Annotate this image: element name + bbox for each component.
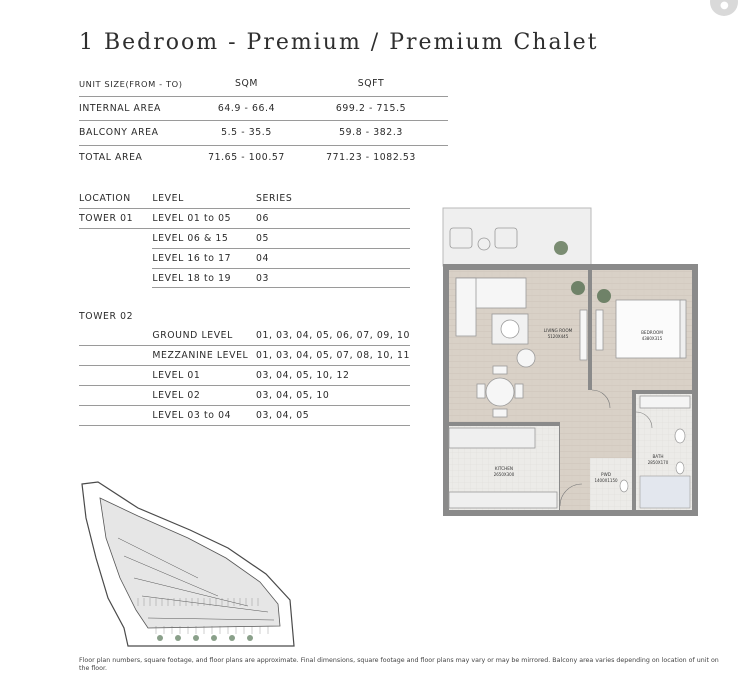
wardrobe	[640, 396, 690, 408]
level-value: MEZZANINE LEVEL	[152, 346, 256, 366]
level-value: LEVEL 06 & 15	[152, 228, 256, 248]
level-value: LEVEL 03 to 04	[152, 405, 256, 425]
bedroom-dims: 4380X315	[641, 336, 663, 341]
page-title: 1 Bedroom - Premium / Premium Chalet	[79, 30, 599, 55]
table-row	[79, 366, 410, 386]
level-value: LEVEL 18 to 19	[152, 268, 256, 288]
sqm-value: 64.9 - 66.4	[199, 96, 294, 121]
table-row	[79, 121, 448, 146]
level-value: LEVEL 01	[152, 366, 256, 386]
table-row	[79, 248, 410, 268]
level-value: LEVEL 16 to 17	[152, 248, 256, 268]
coffee-table-top	[501, 320, 519, 338]
bedroom-tv-unit	[596, 310, 603, 350]
level-value: LEVEL 02	[152, 386, 256, 406]
table-row	[79, 346, 410, 366]
table-row	[79, 386, 410, 406]
unit-area-table	[79, 72, 448, 169]
powder-room-label: PWD	[601, 472, 611, 477]
powder-room-dims: 1400X1150	[594, 478, 618, 483]
row-label: BALCONY AREA	[79, 121, 199, 146]
table-header-row	[79, 72, 448, 96]
armchair	[517, 349, 535, 367]
location-table	[79, 189, 410, 426]
col-header-unit-size: UNIT SIZE(FROM - TO)	[79, 72, 199, 96]
series-value: 03, 04, 05, 10, 12	[256, 366, 410, 386]
bed	[616, 300, 682, 358]
series-value: 03, 04, 05, 10	[256, 386, 410, 406]
sqft-value: 59.8 - 382.3	[294, 121, 448, 146]
toilet-icon	[676, 462, 684, 474]
table-row	[79, 307, 410, 326]
tv-unit	[580, 310, 587, 360]
col-header-sqft: SQFT	[294, 72, 448, 96]
tower-name: TOWER 01	[79, 208, 152, 228]
kitchen-counter-lower	[449, 492, 557, 508]
living-plant-icon	[571, 281, 585, 295]
basin-icon	[675, 429, 685, 443]
table-row	[79, 268, 410, 288]
col-header-series: SERIES	[256, 189, 410, 208]
kitchen-label: KITCHEN	[494, 466, 514, 471]
table-row	[79, 208, 410, 228]
table-header-row	[79, 189, 410, 208]
series-value: 03, 04, 05	[256, 405, 410, 425]
series-value: 04	[256, 248, 410, 268]
location-pin-badge	[710, 0, 738, 16]
sqm-value: 5.5 - 35.5	[199, 121, 294, 146]
row-label: INTERNAL AREA	[79, 96, 199, 121]
bed-headboard	[680, 300, 686, 358]
bath-dims: 2850X170	[647, 460, 669, 465]
bedroom-plant-icon	[597, 289, 611, 303]
col-header-sqm: SQM	[199, 72, 294, 96]
living-room-dims: 5120X445	[547, 334, 569, 339]
table-row	[79, 228, 410, 248]
table-row	[79, 96, 448, 121]
balcony-plant-icon	[554, 241, 568, 255]
pin-icon: ●	[720, 0, 729, 11]
series-value: 01, 03, 04, 05, 06, 07, 09, 10	[256, 326, 410, 345]
col-header-level: LEVEL	[152, 189, 256, 208]
series-value: 05	[256, 228, 410, 248]
table-row	[79, 326, 410, 345]
site-key-plan	[78, 478, 300, 648]
series-value: 01, 03, 04, 05, 07, 08, 10, 11	[256, 346, 410, 366]
tower-name: TOWER 02	[79, 311, 134, 323]
table-row	[79, 405, 410, 425]
kitchen-counter	[449, 428, 535, 448]
series-value: 06	[256, 208, 410, 228]
col-header-location: LOCATION	[79, 189, 152, 208]
shower-area	[640, 476, 690, 508]
disclaimer-text: Floor plan numbers, square footage, and floor plans are approximate. Final dimensions, square footage and floor plans may vary or may be mirrored. Balcony area varies depending on location of unit on the floor.	[79, 657, 719, 672]
sqft-value: 771.23 - 1082.53	[326, 151, 416, 163]
sqft-value: 699.2 - 715.5	[294, 96, 448, 121]
bath-label: BATH	[652, 454, 664, 459]
unit-floor-plan	[440, 206, 702, 518]
level-value: LEVEL 01 to 05	[152, 208, 256, 228]
row-label: TOTAL AREA	[79, 151, 143, 163]
living-room-label: LIVING ROOM	[543, 328, 573, 333]
bedroom-label: BEDROOM	[641, 330, 663, 335]
wc-icon	[620, 480, 628, 492]
kitchen-dims: 2650X300	[493, 472, 515, 477]
table-row	[79, 145, 448, 169]
level-value: GROUND LEVEL	[152, 326, 256, 345]
series-value: 03	[256, 268, 410, 288]
sqm-value: 71.65 - 100.57	[208, 151, 285, 163]
